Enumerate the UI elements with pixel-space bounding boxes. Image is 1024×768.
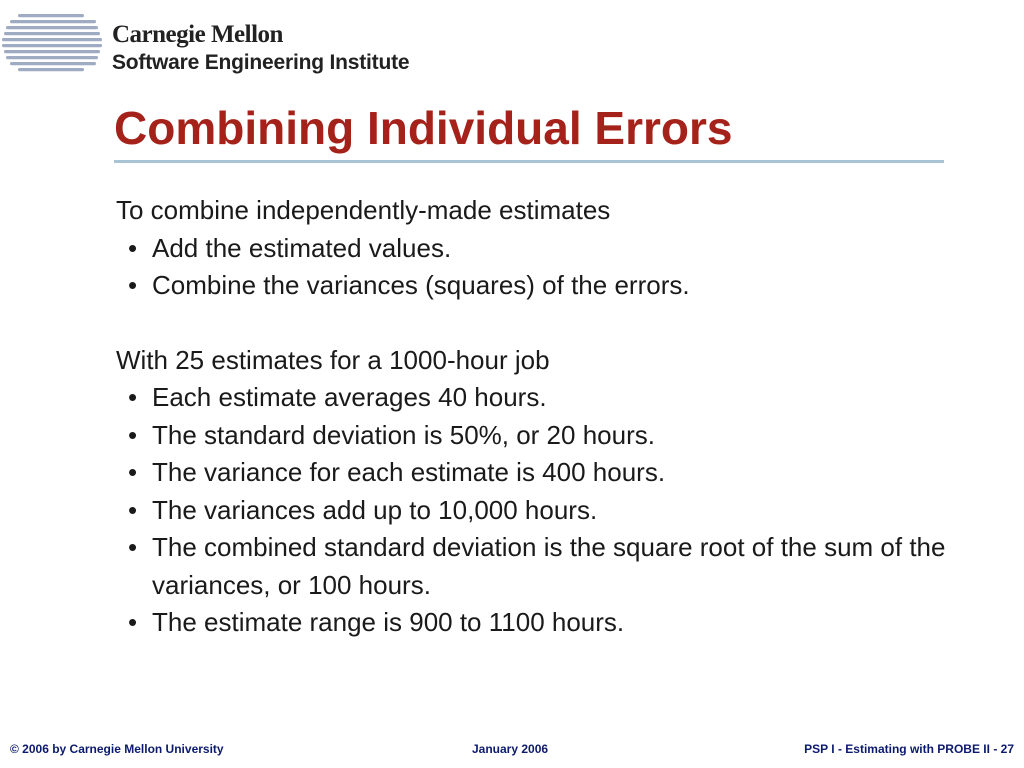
bullet-icon: • (128, 494, 138, 525)
bullet-text: Add the estimated values. (152, 232, 452, 263)
sei-striped-globe-icon (2, 14, 102, 76)
bullet-icon: • (128, 382, 138, 412)
footer-date: January 2006 (472, 742, 549, 756)
bullet-icon: • (128, 607, 138, 637)
list-item (116, 454, 976, 492)
slide-title: Combining Individual Errors (114, 102, 733, 154)
logo-line-university: Carnegie Mellon (112, 21, 283, 48)
slide-body (116, 192, 976, 642)
title-divider (114, 160, 944, 163)
logo-line-institute: Software Engineering Institute (112, 51, 410, 74)
bullet-icon: • (128, 270, 138, 300)
bullet-list (116, 230, 976, 305)
footer-page-label: PSP I - Estimating with PROBE II - 27 (804, 742, 1014, 756)
footer-copyright: © 2006 by Carnegie Mellon University (10, 742, 224, 756)
list-item (116, 492, 976, 530)
bullet-text: The standard deviation is 50%, or 20 hours. (152, 419, 655, 450)
logo-wordmark (112, 22, 409, 76)
section-lead: With 25 estimates for a 1000-hour job (116, 344, 550, 375)
list-item (116, 529, 976, 604)
bullet-icon: • (128, 457, 138, 487)
list-item (116, 604, 976, 642)
list-item (116, 267, 976, 305)
bullet-icon: • (128, 532, 138, 562)
list-item (116, 417, 976, 455)
bullet-list (116, 379, 976, 642)
list-item (116, 379, 976, 417)
bullet-text: The estimate range is 900 to 1100 hours. (152, 607, 625, 637)
bullet-text: Combine the variances (squares) of the errors. (152, 270, 690, 300)
section-lead: To combine independently-made estimates (116, 195, 611, 225)
bullet-text: The variance for each estimate is 400 hours. (152, 457, 666, 487)
list-item (116, 230, 976, 268)
bullet-text: The variances add up to 10,000 hours. (152, 494, 598, 525)
bullet-text: Each estimate averages 40 hours. (152, 382, 547, 412)
bullet-icon: • (128, 232, 138, 263)
section-spacer (116, 305, 976, 342)
bullet-icon: • (128, 419, 138, 450)
bullet-text: The combined standard deviation is the square root of the sum of the variances, or 100 hours. (152, 532, 946, 600)
